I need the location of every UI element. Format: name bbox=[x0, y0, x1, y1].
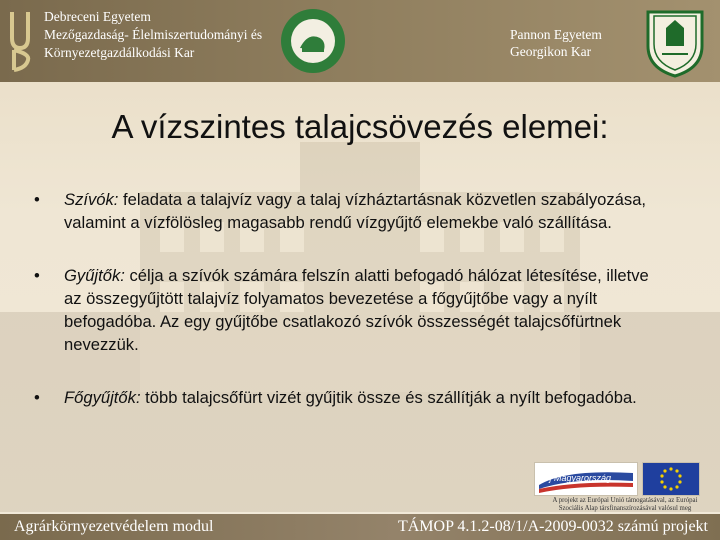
eu-note-line: Szociális Alap társfinanszírozásával valósul meg bbox=[558, 505, 692, 512]
left-title-line: Mezőgazdaság- Élelmiszertudományi és bbox=[44, 27, 263, 42]
footer-project-id: TÁMOP 4.1.2-08/1/A-2009-0032 számú projekt bbox=[397, 518, 708, 535]
eu-flag bbox=[642, 462, 700, 496]
uj-magyarorszag-logo bbox=[534, 462, 638, 496]
left-title-line: Környezetgazdálkodási Kar bbox=[44, 45, 195, 60]
ud-logo-icon bbox=[6, 8, 34, 72]
bullet-item bbox=[30, 188, 670, 234]
eu-flag-icon bbox=[643, 463, 699, 495]
bullet-dot-icon: • bbox=[34, 190, 40, 209]
bullet-list bbox=[30, 188, 670, 439]
right-title-line: Pannon Egyetem bbox=[510, 27, 602, 42]
bullet-text: több talajcsőfürt vizét gyűjtik össze és szállítják a nyílt befogadóba. bbox=[140, 388, 637, 407]
right-title-line: Georgikon Kar bbox=[510, 44, 592, 59]
slide-title: A vízszintes talajcsövezés elemei: bbox=[111, 108, 609, 145]
eu-note-line: A projekt az Európai Unió támogatásával, az Európai bbox=[552, 497, 698, 504]
bullet-text: feladata a talajvíz vagy a talaj vízháztartásnak közvetlen szabályozása, valamint a vízfölösleg magasabb rendű vízgyűjtő elemekbe való szállítása. bbox=[64, 190, 647, 232]
bullet-term: Főgyűjtők: bbox=[64, 388, 141, 407]
eu-funding-note bbox=[534, 497, 716, 513]
bullet-item bbox=[30, 386, 670, 409]
bullet-dot-icon: • bbox=[34, 266, 40, 285]
uj-magyarorszag-text: Új Magyarország bbox=[543, 473, 612, 483]
bullet-term: Gyűjtők: bbox=[64, 266, 125, 285]
georgikon-crest-icon bbox=[640, 6, 710, 78]
university-name-left bbox=[44, 8, 284, 62]
bullet-term: Szívók: bbox=[64, 190, 119, 209]
footer-module-name: Agrárkörnyezetvédelem modul bbox=[14, 518, 214, 535]
faculty-seal-icon bbox=[280, 8, 346, 74]
header-band bbox=[0, 0, 720, 82]
university-name-right bbox=[510, 26, 620, 60]
bullet-dot-icon: • bbox=[34, 388, 40, 407]
left-title-line: Debreceni Egyetem bbox=[44, 9, 151, 24]
bullet-item bbox=[30, 264, 670, 356]
uj-magyarorszag-logo-icon bbox=[535, 463, 637, 495]
footer-band bbox=[0, 514, 720, 540]
bullet-text: célja a szívók számára felszín alatti befogadó hálózat létesítése, illetve az összegyűjtött talajvíz folyamatos bevezetése a főgyűjtőbe vagy a nyílt befogadóba. Az egy gyűjtőbe csatlakozó szívók összességét talajcsőfürtnek nevezzük. bbox=[64, 266, 649, 354]
